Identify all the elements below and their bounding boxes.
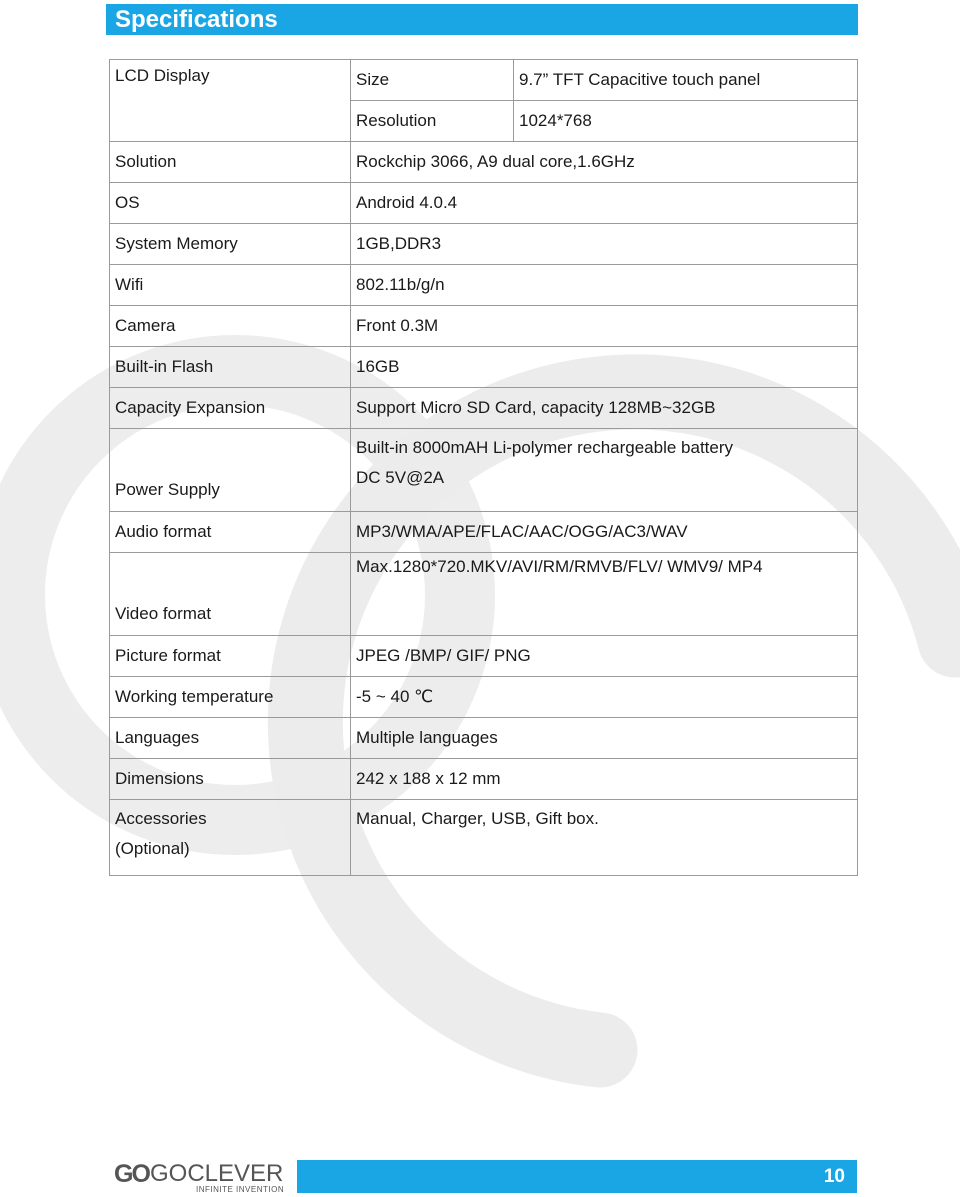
spec-label: Wifi [110, 265, 351, 306]
spec-label: Picture format [110, 636, 351, 677]
table-row [110, 759, 858, 800]
spec-value: -5 ~ 40 ℃ [351, 677, 858, 718]
spec-label: LCD Display [110, 60, 351, 142]
table-row [110, 677, 858, 718]
spec-value: JPEG /BMP/ GIF/ PNG [351, 636, 858, 677]
spec-label: Solution [110, 142, 351, 183]
spec-value: Front 0.3M [351, 306, 858, 347]
spec-value: 9.7” TFT Capacitive touch panel [514, 60, 858, 101]
spec-value [351, 429, 858, 512]
page-number: 10 [823, 1166, 845, 1187]
spec-label: Video format [110, 553, 351, 636]
spec-sublabel: Resolution [351, 101, 514, 142]
table-row [110, 224, 858, 265]
spec-value: Support Micro SD Card, capacity 128MB~32GB [351, 388, 858, 429]
spec-label: Capacity Expansion [110, 388, 351, 429]
table-row [110, 60, 858, 101]
spec-value-line: DC 5V@2A [356, 468, 445, 487]
logo-name: GOCLEVER [150, 1160, 284, 1187]
spec-value: 16GB [351, 347, 858, 388]
table-row [110, 718, 858, 759]
logo-tagline: INFINITE INVENTION [196, 1185, 285, 1194]
goclever-logo [114, 1160, 289, 1196]
spec-value: 802.11b/g/n [351, 265, 858, 306]
spec-value: Rockchip 3066, A9 dual core,1.6GHz [351, 142, 858, 183]
spec-label-line: (Optional) [115, 839, 190, 858]
spec-value: 242 x 188 x 12 mm [351, 759, 858, 800]
spec-label: Dimensions [110, 759, 351, 800]
spec-label: Built-in Flash [110, 347, 351, 388]
spec-value: Max.1280*720.MKV/AVI/RM/RMVB/FLV/ WMV9/ MP4 [351, 553, 858, 636]
spec-value: 1GB,DDR3 [351, 224, 858, 265]
spec-value: MP3/WMA/APE/FLAC/AAC/OGG/AC3/WAV [351, 512, 858, 553]
table-row [110, 265, 858, 306]
specifications-table [109, 59, 858, 876]
spec-value: Android 4.0.4 [351, 183, 858, 224]
table-row [110, 800, 858, 876]
spec-label: Power Supply [110, 429, 351, 512]
table-row [110, 512, 858, 553]
section-title: Specifications [115, 6, 278, 33]
spec-label: Working temperature [110, 677, 351, 718]
spec-value: Multiple languages [351, 718, 858, 759]
table-row [110, 142, 858, 183]
spec-label-line: Accessories [115, 809, 207, 828]
spec-label: System Memory [110, 224, 351, 265]
table-row [110, 183, 858, 224]
table-row [110, 429, 858, 512]
logo-mark: GO [114, 1160, 149, 1188]
spec-sublabel: Size [351, 60, 514, 101]
spec-label: Camera [110, 306, 351, 347]
spec-label: OS [110, 183, 351, 224]
table-row [110, 388, 858, 429]
spec-value-line: Built-in 8000mAH Li-polymer rechargeable battery [356, 438, 734, 457]
spec-label: Languages [110, 718, 351, 759]
spec-value [351, 800, 858, 876]
table-row [110, 636, 858, 677]
spec-label [110, 800, 351, 876]
table-row [110, 347, 858, 388]
table-row [110, 306, 858, 347]
footer-bar [297, 1160, 857, 1193]
spec-value-line: Manual, Charger, USB, Gift box. [356, 809, 599, 828]
spec-value: 1024*768 [514, 101, 858, 142]
section-header-bar [106, 4, 858, 35]
spec-label: Audio format [110, 512, 351, 553]
table-row [110, 553, 858, 636]
